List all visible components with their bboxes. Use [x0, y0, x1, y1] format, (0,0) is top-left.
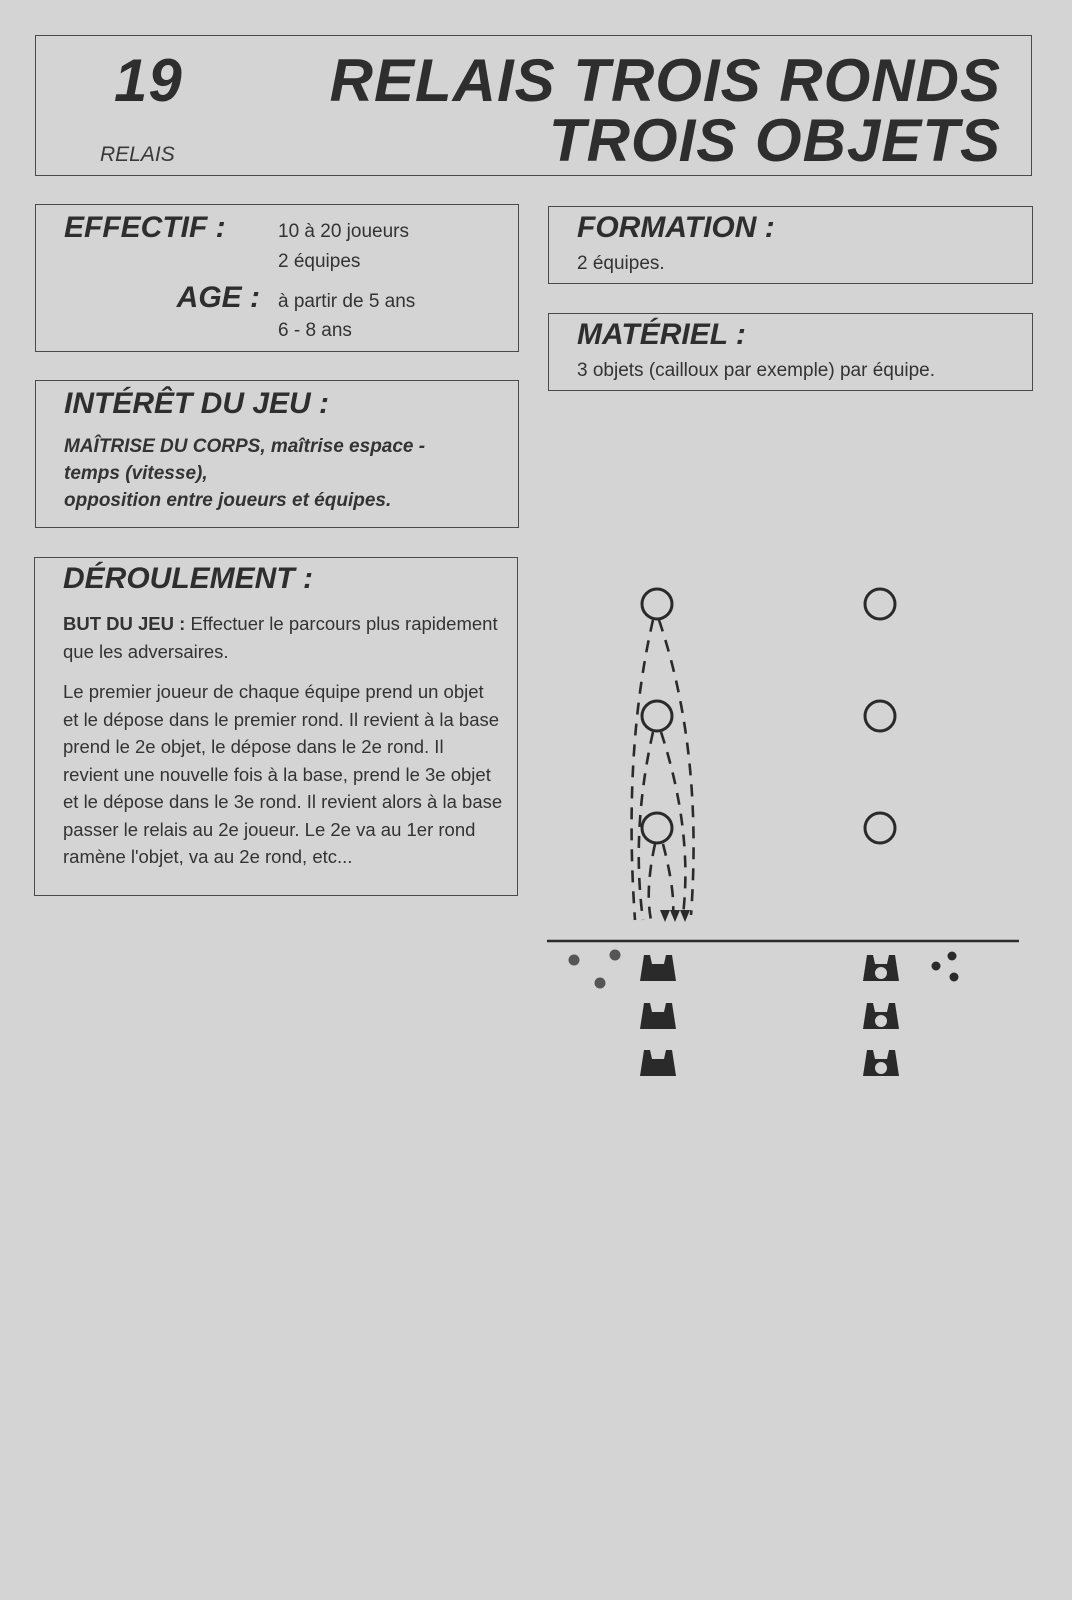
team-b-players — [863, 955, 899, 1076]
materiel-text: 3 objets (cailloux par exemple) par équipe. — [577, 360, 936, 381]
effectif-value-1: 10 à 20 joueurs — [278, 221, 409, 242]
path-from-circle-3 — [663, 844, 673, 915]
pebbles-team-a — [569, 950, 621, 989]
game-category: RELAIS — [100, 143, 175, 166]
circle-icon — [865, 813, 895, 843]
circles-team-b — [865, 589, 895, 843]
effectif-box — [35, 204, 519, 352]
interet-line-3: opposition entre joueurs et équipes. — [64, 490, 392, 511]
formation-label: FORMATION : — [577, 211, 775, 244]
circle-icon — [642, 589, 672, 619]
but-du-jeu — [63, 610, 503, 665]
player-icon — [640, 1003, 676, 1029]
arrow-heads — [660, 910, 690, 922]
header-box — [35, 35, 1032, 176]
pebble-icon — [610, 950, 621, 961]
player-icon — [863, 1003, 899, 1029]
circle-icon — [865, 589, 895, 619]
game-title-line2: TROIS OBJETS — [548, 107, 1001, 174]
interet-line-2: temps (vitesse), — [64, 463, 208, 484]
pebble-icon — [948, 952, 957, 961]
interet-text — [64, 433, 504, 514]
but-label: BUT DU JEU : — [63, 613, 186, 634]
effectif-label: EFFECTIF : — [64, 211, 226, 244]
interet-label: INTÉRÊT DU JEU : — [64, 387, 330, 420]
formation-box — [548, 206, 1033, 284]
age-value-2: 6 - 8 ans — [278, 320, 352, 341]
age-value-1: à partir de 5 ans — [278, 291, 416, 312]
but-text: Effectuer le parcours plus rapidement que les adversaires. — [63, 613, 498, 662]
pebble-icon — [595, 978, 606, 989]
player-icon — [863, 1050, 899, 1076]
arrow-head-3 — [680, 910, 690, 922]
team-a-players — [640, 955, 676, 1076]
pebbles-team-b — [932, 952, 959, 982]
formation-text: 2 équipes. — [577, 253, 665, 274]
circles-team-a — [642, 589, 672, 843]
deroulement-box — [34, 557, 518, 896]
pebble-icon — [950, 973, 959, 982]
circle-icon — [642, 813, 672, 843]
deroulement-paragraph: Le premier joueur de chaque équipe prend un objet et le dépose dans le premier rond. Il revient à la base prend le 2e objet, le dépose dans le 2e rond. Il revient une nouvelle fois à la base, prend le 3e objet et le dépose dans le 3e rond. Il revient alors à la base passer le relais au 2e joueur. Le 2e va au 1er rond ramène l'objet, va au 2e rond, etc... — [63, 681, 503, 867]
game-title-line1: RELAIS TROIS RONDS — [329, 47, 1001, 114]
path-to-circle-3 — [649, 844, 655, 920]
circle-icon — [865, 701, 895, 731]
player-icon — [863, 955, 899, 981]
path-from-circle-1 — [659, 620, 694, 915]
materiel-label: MATÉRIEL : — [577, 318, 746, 351]
player-icon — [640, 1050, 676, 1076]
effectif-value-2: 2 équipes — [278, 251, 361, 272]
path-from-circle-2 — [661, 732, 685, 915]
interet-line-1: MAÎTRISE DU CORPS, maîtrise espace - — [64, 436, 426, 457]
interet-box — [35, 380, 519, 528]
game-number: 19 — [114, 47, 183, 114]
player-icon — [640, 955, 676, 981]
deroulement-label: DÉROULEMENT : — [63, 562, 313, 595]
pebble-icon — [569, 955, 580, 966]
circle-icon — [642, 701, 672, 731]
materiel-box — [548, 313, 1033, 391]
dashed-paths — [632, 620, 694, 920]
relay-diagram — [545, 570, 1025, 1100]
pebble-icon — [932, 962, 941, 971]
arrow-head-1 — [660, 910, 670, 922]
age-label: AGE : — [176, 281, 260, 314]
arrow-head-2 — [670, 910, 680, 922]
